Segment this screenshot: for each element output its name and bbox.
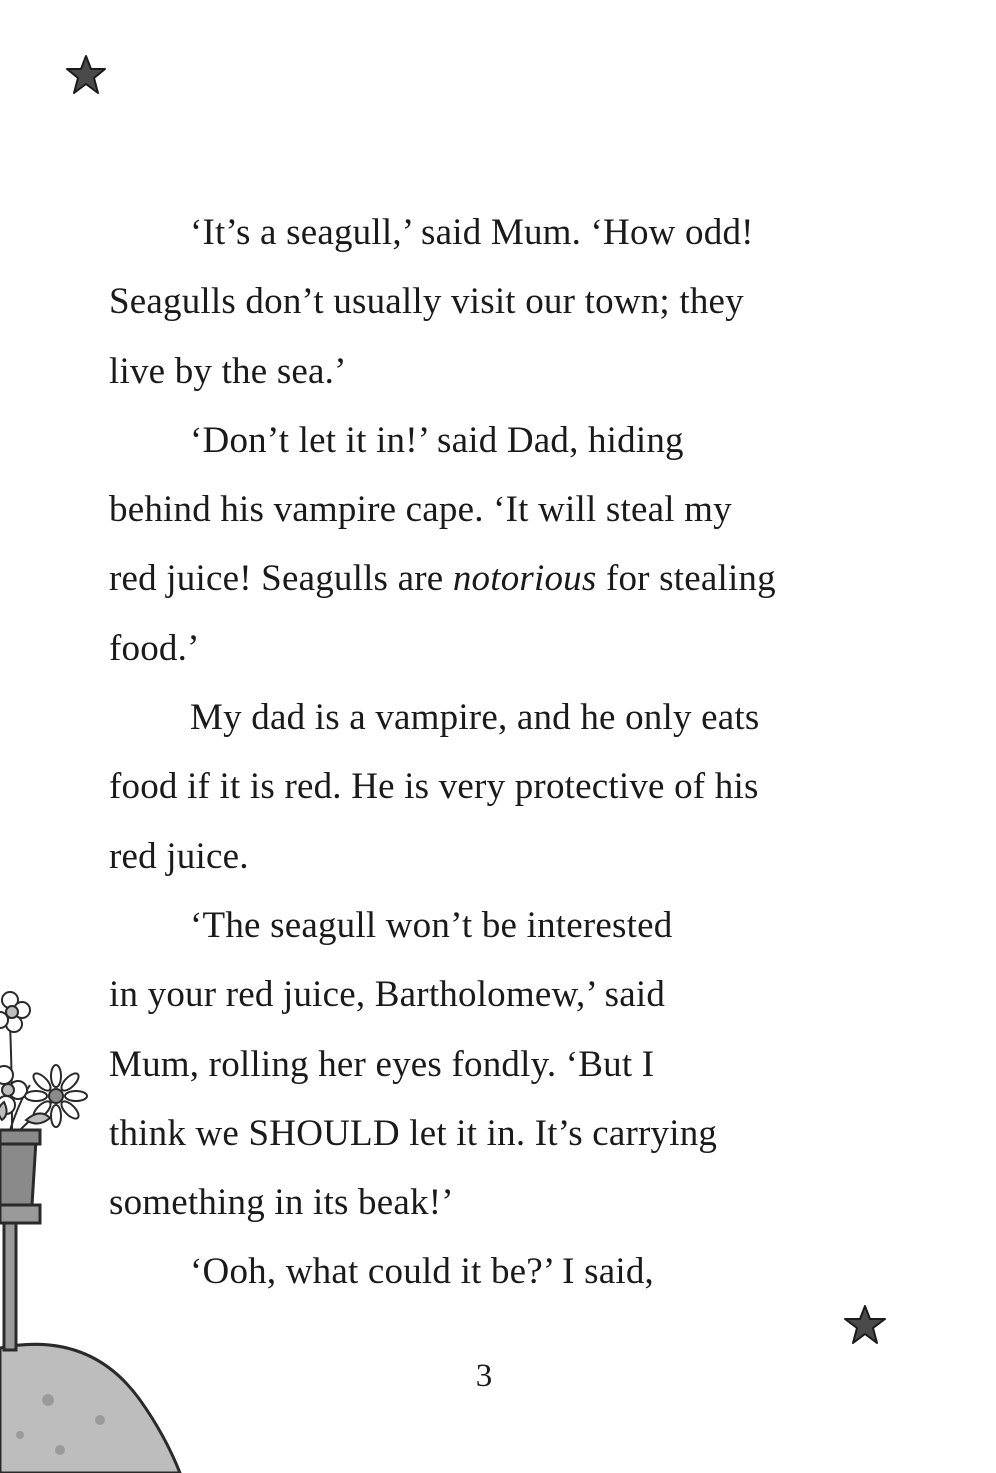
text-line: ‘The seagull won’t be interested bbox=[190, 904, 673, 946]
flower-pot-illustration bbox=[0, 980, 200, 1473]
text-line: Seagulls don’t usually visit our town; they bbox=[109, 281, 744, 323]
text-line: live by the sea.’ bbox=[109, 350, 347, 392]
star-icon bbox=[842, 1304, 888, 1346]
text-line: food.’ bbox=[109, 627, 200, 669]
page-number: 3 bbox=[475, 1358, 493, 1394]
story-text bbox=[109, 198, 849, 1307]
text-line bbox=[109, 544, 849, 613]
text-line: ‘Don’t let it in!’ said Dad, hiding bbox=[190, 419, 684, 461]
text-line: something in its beak!’ bbox=[109, 1182, 454, 1224]
text-line: ‘It’s a seagull,’ said Mum. ‘How odd! bbox=[190, 212, 754, 253]
text-line: think we SHOULD let it in. It’s carrying bbox=[109, 1112, 718, 1154]
text-segment: for stealing bbox=[596, 558, 776, 600]
text-line: behind his vampire cape. ‘It will steal my bbox=[109, 489, 732, 531]
text-line: in your red juice, Bartholomew,’ said bbox=[109, 974, 666, 1016]
text-line: food if it is red. He is very protective of his bbox=[109, 766, 759, 808]
emphasis-word: notorious bbox=[452, 558, 597, 600]
text-line: ‘Ooh, what could it be?’ I said, bbox=[190, 1251, 654, 1293]
text-line: red juice. bbox=[109, 835, 249, 877]
text-line: My dad is a vampire, and he only eats bbox=[190, 697, 760, 739]
text-segment: red juice! Seagulls are bbox=[109, 558, 453, 600]
star-icon bbox=[64, 54, 108, 96]
text-line: Mum, rolling her eyes fondly. ‘But I bbox=[109, 1043, 655, 1085]
